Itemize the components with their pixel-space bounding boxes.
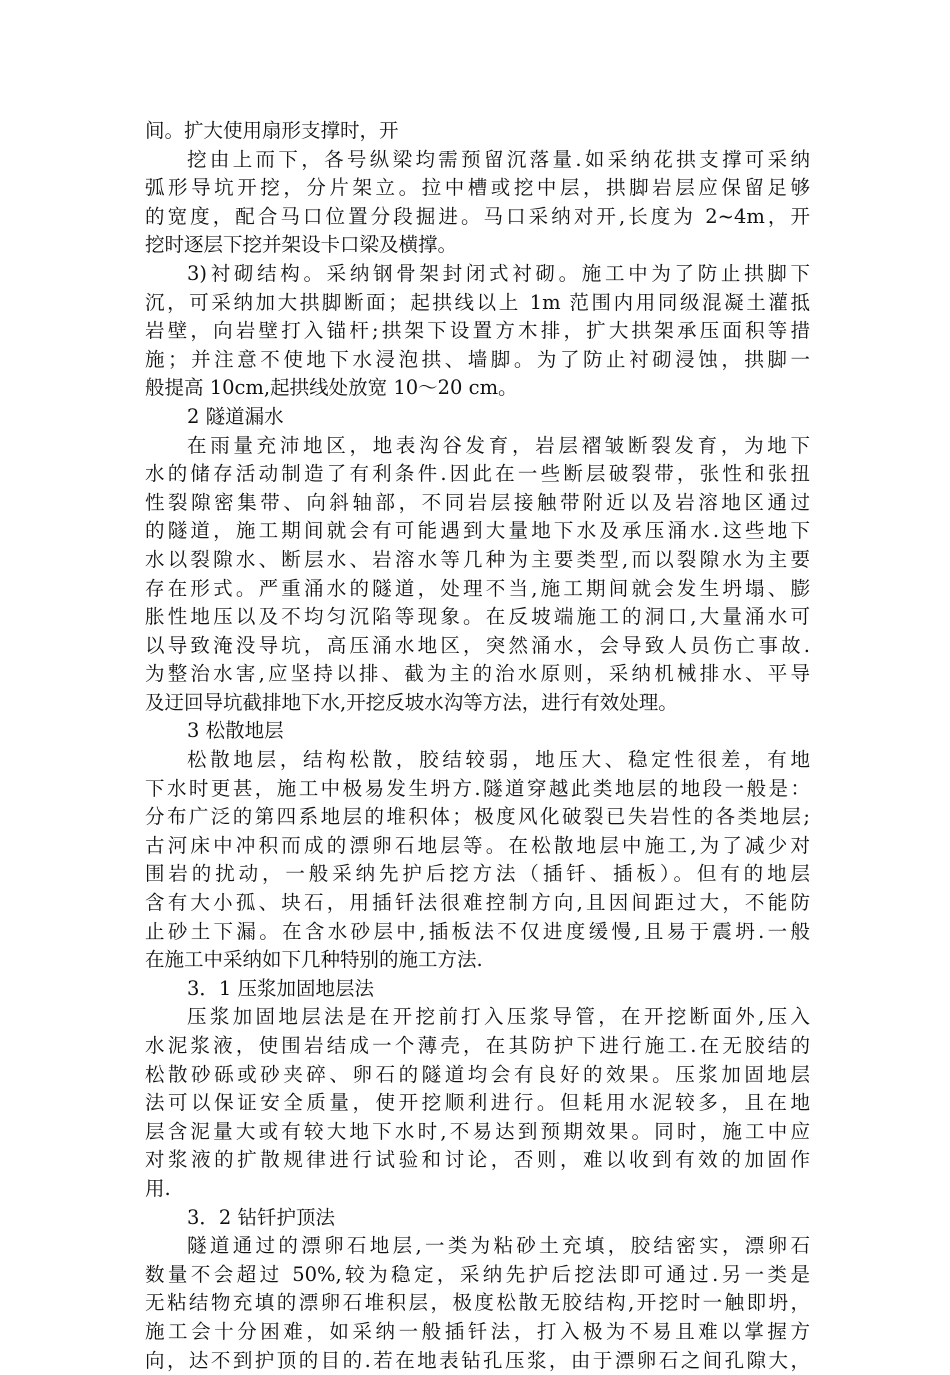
text-line: 无粘结物充填的漂卵石堆积层，极度松散无胶结构,开挖时一触即坍， bbox=[145, 1291, 810, 1315]
text-line: 向，达不到护顶的目的.若在地表钻孔压浆，由于漂卵石之间孔隙大， bbox=[145, 1348, 810, 1372]
section-heading: 3 松散地层 bbox=[187, 719, 284, 743]
text-line: 挖时逐层下挖并架设卡口梁及横撑。 bbox=[145, 233, 458, 257]
text-line: 沉，可采纳加大拱脚断面；起拱线以上 1m 范围内用同级混凝土灌抵 bbox=[145, 290, 810, 314]
text-line: 用. bbox=[145, 1176, 171, 1200]
text-line: 古河床中冲积而成的漂卵石地层等。在松散地层中施工,为了减少对 bbox=[145, 833, 810, 857]
text-line: 松散地层，结构松散，胶结较弱，地压大、稳定性很差，有地 bbox=[187, 748, 810, 772]
text-line: 水以裂隙水、断层水、岩溶水等几种为主要类型,而以裂隙水为主要 bbox=[145, 547, 810, 571]
text-line: 数量不会超过 50%,较为稳定，采纳先护后挖法即可通过.另一类是 bbox=[145, 1262, 810, 1286]
text-line: 隧道通过的漂卵石地层,一类为粘砂土充填，胶结密实，漂卵石 bbox=[187, 1234, 810, 1258]
text-line: 对浆液的扩散规律进行试验和讨论，否则，难以收到有效的加固作 bbox=[145, 1148, 810, 1172]
text-line: 的宽度，配合马口位置分段掘进。马口采纳对开,长度为 2~4m，开 bbox=[145, 204, 810, 228]
text-line: 法可以保证安全质量，使开挖顺利进行。但耗用水泥较多，且在地 bbox=[145, 1091, 810, 1115]
section-heading: 2 隧道漏水 bbox=[187, 404, 284, 428]
text-line: 弧形导坑开挖，分片架立。拉中槽或挖中层，拱脚岩层应保留足够 bbox=[145, 176, 810, 200]
text-line: 及迂回导坑截排地下水,开挖反坡水沟等方法，进行有效处理。 bbox=[145, 690, 678, 714]
text-line: 施；并注意不使地下水浸泡拱、墙脚。为了防止衬砌浸蚀，拱脚一 bbox=[145, 347, 810, 371]
text-line: 水泥浆液，使围岩结成一个薄壳，在其防护下进行施工.在无胶结的 bbox=[145, 1034, 810, 1057]
text-line: 般提高 10cm,起拱线处放宽 10～20 cm。 bbox=[145, 376, 518, 400]
text-line: 在施工中采纳如下几种特别的施工方法. bbox=[145, 948, 483, 972]
text-line: 性裂隙密集带、向斜轴部，不同岩层接触带附近以及岩溶地区通过 bbox=[145, 490, 810, 514]
text-line: 层含泥量大或有较大地下水时,不易达到预期效果。同时，施工中应 bbox=[145, 1119, 810, 1143]
text-line: 的隧道，施工期间就会有可能遇到大量地下水及承压涌水.这些地下 bbox=[145, 519, 810, 543]
text-line: 间。扩大使用扇形支撑时，开 bbox=[145, 119, 399, 142]
text-line: 止砂土下漏。在含水砂层中,插板法不仅进度缓慢,且易于震坍.一般 bbox=[145, 919, 810, 943]
text-line: 施工会十分困难，如采纳一般插钎法，打入极为不易且难以掌握方 bbox=[145, 1319, 810, 1343]
text-line: 3)衬砌结构。采纳钢骨架封闭式衬砌。施工中为了防止拱脚下 bbox=[187, 261, 810, 285]
text-line: 挖由上而下，各号纵梁均需预留沉落量.如采纳花拱支撑可采纳 bbox=[187, 147, 810, 171]
text-line: 岩壁，向岩壁打入锚杆;拱架下设置方木排，扩大拱架承压面积等措 bbox=[145, 319, 810, 343]
text-line: 分布广泛的第四系地层的堆积体；极度风化破裂已失岩性的各类地层; bbox=[145, 805, 810, 829]
text-line: 存在形式。严重涌水的隧道，处理不当,施工期间就会发生坍塌、膨 bbox=[145, 576, 810, 600]
text-line: 水的储存活动制造了有利条件.因此在一些断层破裂带，张性和张扭 bbox=[145, 462, 810, 486]
text-line: 下水时更甚，施工中极易发生坍方.隧道穿越此类地层的地段一般是： bbox=[145, 776, 810, 800]
text-line: 含有大小孤、块石，用插钎法很难控制方向,且因间距过大，不能防 bbox=[145, 891, 810, 915]
document-page bbox=[145, 117, 810, 1375]
text-line: 为整治水害,应坚持以排、截为主的治水原则，采纳机械排水、平导 bbox=[145, 662, 810, 686]
section-heading: 3．2 钻钎护顶法 bbox=[187, 1205, 336, 1229]
text-line: 松散砂砾或砂夹碎、卵石的隧道均会有良好的效果。压浆加固地层 bbox=[145, 1062, 810, 1086]
text-line: 围岩的扰动，一般采纳先护后挖方法（插钎、插板）。但有的地层 bbox=[145, 862, 810, 886]
text-line: 胀性地压以及不均匀沉陷等现象。在反坡端施工的洞口,大量涌水可 bbox=[145, 605, 810, 629]
text-line: 以导致淹没导坑，高压涌水地区，突然涌水，会导致人员伤亡事故. bbox=[145, 633, 810, 657]
section-heading: 3．1 压浆加固地层法 bbox=[187, 976, 375, 1000]
text-line: 在雨量充沛地区，地表沟谷发育，岩层褶皱断裂发育，为地下 bbox=[187, 433, 810, 457]
text-line: 压浆加固地层法是在开挖前打入压浆导管，在开挖断面外,压入 bbox=[187, 1005, 810, 1029]
